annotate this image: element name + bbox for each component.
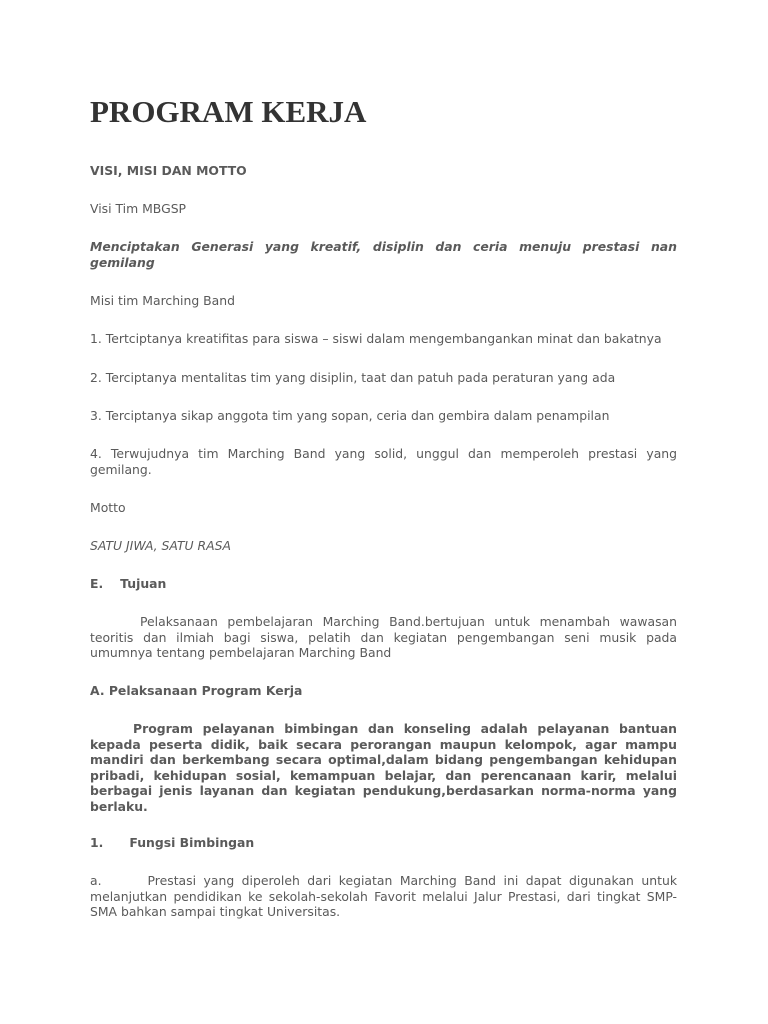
visi-text: Menciptakan Generasi yang kreatif, disiplin dan ceria menuju prestasi nan gemilang: [90, 239, 677, 270]
pelaksanaan-heading: A. Pelaksanaan Program Kerja: [90, 683, 303, 698]
tujuan-number: E.: [90, 576, 104, 591]
document-title: PROGRAM KERJA: [90, 94, 367, 129]
tujuan-heading: Tujuan: [120, 576, 167, 591]
pelaksanaan-text: Program pelayanan bimbingan dan konseling adalah pelayanan bantuan kepada peserta didik, baik secara perorangan maupun kelompok, agar mampu mandiri dan berkembang secara optimal,dalam bidang pengembangan kehidupan pribadi, kehidupan sosial, kemampuan belajar, dan perencanaan karir, melalui berbagai jenis layanan dan kegiatan pendukung,berdasarkan norma-norma yang berlaku.: [90, 721, 677, 814]
tujuan-heading-line: [90, 576, 677, 592]
tujuan-text: Pelaksanaan pembelajaran Marching Band.bertujuan untuk menambah wawasan teoritis dan ilmiah bagi siswa, pelatih dan kegiatan pengembangan seni musik pada umumnya tentang pembelajaran Marching Band: [90, 614, 677, 660]
fungsi-a-paragraph: [90, 873, 677, 920]
misi-item-1: 1. Tertciptanya kreatifitas para siswa – siswi dalam mengembangankan minat dan bakatnya: [90, 331, 662, 346]
visi-label: Visi Tim MBGSP: [90, 201, 187, 216]
fungsi-number: 1.: [90, 835, 104, 850]
misi-item-3: 3. Terciptanya sikap anggota tim yang sopan, ceria dan gembira dalam penampilan: [90, 408, 610, 423]
motto-label: Motto: [90, 500, 126, 515]
motto-text: SATU JIWA, SATU RASA: [90, 538, 231, 553]
section-heading: VISI, MISI DAN MOTTO: [90, 163, 247, 178]
fungsi-a-text: Prestasi yang diperoleh dari kegiatan Marching Band ini dapat digunakan untuk melanjutkan pendidikan ke sekolah-sekolah Favorit melalui Jalur Prestasi, dari tingkat SMP-SMA bahkan sampai tingkat Universitas.: [90, 873, 677, 919]
fungsi-heading: Fungsi Bimbingan: [129, 835, 255, 850]
misi-item-4: 4. Terwujudnya tim Marching Band yang solid, unggul dan memperoleh prestasi yang gemilang.: [90, 446, 677, 477]
misi-item-2: 2. Terciptanya mentalitas tim yang disiplin, taat dan patuh pada peraturan yang ada: [90, 370, 616, 385]
fungsi-heading-line: [90, 835, 677, 851]
misi-label: Misi tim Marching Band: [90, 293, 235, 308]
fungsi-a-number: a.: [90, 873, 102, 888]
